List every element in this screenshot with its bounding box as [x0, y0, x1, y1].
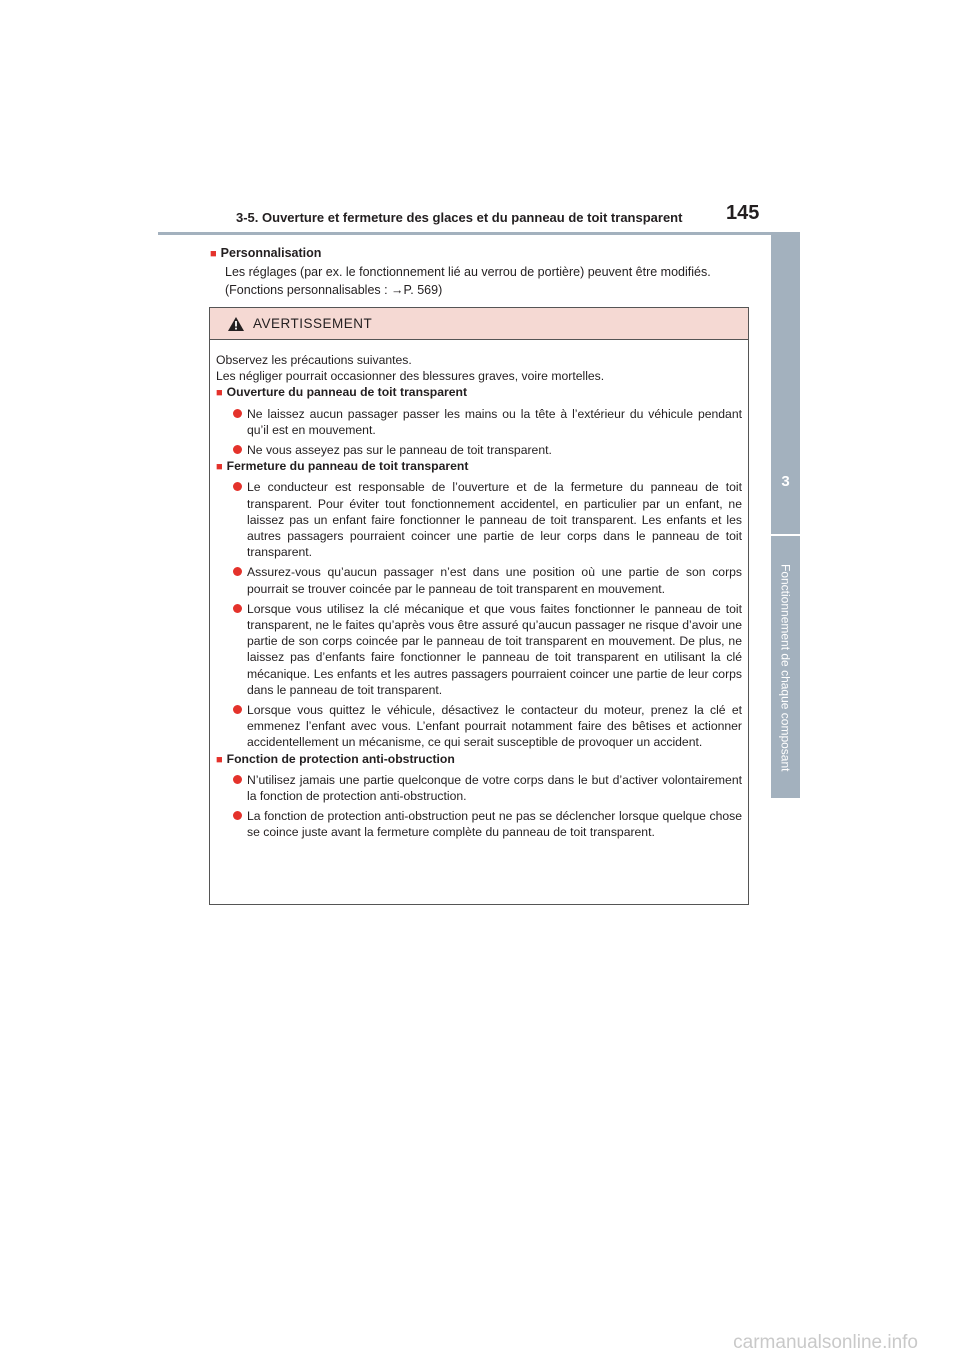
warning-item: Assurez-vous qu’aucun passager n’est dans une position où une partie de son corps pourrait se trouver coincée par le panneau de toit transparent en mouvement. — [216, 564, 742, 596]
warning-intro-1: Observez les précautions suivantes. — [216, 353, 412, 367]
square-bullet-icon: ■ — [216, 461, 223, 474]
chapter-side-tab — [771, 233, 800, 798]
personalization-text-1: Les réglages (par ex. le fonctionnement lié au verrou de portière) peuvent être modifiés. — [225, 265, 711, 279]
bullet-dot-icon — [233, 604, 242, 613]
warning-item: Ne vous asseyez pas sur le panneau de toit transparent. — [216, 442, 742, 458]
bullet-dot-icon — [233, 482, 242, 491]
bullet-dot-icon — [233, 445, 242, 454]
warning-header — [210, 308, 748, 340]
chapter-label-container — [771, 543, 800, 793]
warning-item: Le conducteur est responsable de l’ouverture et de la fermeture du panneau de toit transparent. Pour éviter tout fonctionnement accidentel, en particulier par un enfant, ne laissez pas un enfant faire fonctionner le panneau de toit transparent. Les enfants et les autres passagers pourraient coincer une partie de leur corps dans le panneau de toit transparent. — [216, 479, 742, 560]
bullet-dot-icon — [233, 705, 242, 714]
warning-box — [209, 307, 749, 905]
side-tab-divider — [771, 534, 800, 536]
chapter-number: 3 — [781, 473, 790, 490]
page-header-title: 3-5. Ouverture et fermeture des glaces et du panneau de toit transparent — [236, 210, 683, 225]
warning-body — [210, 340, 748, 841]
warning-item: N’utilisez jamais une partie quelconque de votre corps dans le but d’activer volontairement la fonction de protection anti-obstruction. — [216, 772, 742, 804]
warning-triangle-icon — [227, 316, 245, 332]
chapter-label: Fonctionnement de chaque composant — [778, 564, 793, 772]
section-heading-anti-obstruction: ■ Fonction de protection anti-obstruction — [216, 751, 455, 766]
warning-title: AVERTISSEMENT — [253, 316, 373, 331]
personalization-section — [210, 244, 755, 299]
section-heading-closing: ■ Fermeture du panneau de toit transparent — [216, 459, 469, 474]
bullet-dot-icon — [233, 811, 242, 820]
personalization-text-2: (Fonctions personnalisables : →P. 569) — [225, 283, 443, 297]
personalization-heading: ■ Personnalisation — [210, 246, 322, 260]
page-number: 145 — [726, 202, 760, 224]
bullet-dot-icon — [233, 409, 242, 418]
footer-watermark: carmanualsonline.info — [733, 1332, 918, 1353]
warning-item: Ne laissez aucun passager passer les mains ou la tête à l’extérieur du véhicule pendant qu’il est en mouvement. — [216, 406, 742, 438]
square-bullet-icon: ■ — [216, 753, 223, 766]
warning-item: Lorsque vous quittez le véhicule, désactivez le contacteur du moteur, prenez la clé et emmenez l’enfant avec vous. L’enfant pourrait notamment faire des bêtises et actionner accidentellement un mécanisme, ce qui serait susceptible de provoquer un accident. — [216, 702, 742, 751]
bullet-dot-icon — [233, 567, 242, 576]
warning-intro-2: Les négliger pourrait occasionner des blessures graves, voire mortelles. — [216, 369, 605, 384]
section-heading-opening: ■ Ouverture du panneau de toit transparent — [216, 385, 468, 400]
square-bullet-icon: ■ — [210, 248, 217, 260]
warning-item: Lorsque vous utilisez la clé mécanique et que vous faites fonctionner le panneau de toit transparent, ne le faites qu’après vous être assuré qu’aucun passager ne risque d’avoir une partie de son corps coincée par le panneau de toit transparent en mouvement. De plus, ne laissez pas d’enfants faire fonctionner le panneau de toit transparent en utilisant la clé mécanique. Les enfants et les autres passagers pourraient coincer une partie de leur corps dans le panneau de toit transparent. — [216, 601, 742, 698]
header-rule — [158, 232, 800, 235]
warning-item: La fonction de protection anti-obstruction peut ne pas se déclencher lorsque quelque chose se coince juste avant la fermeture complète du panneau de toit transparent. — [216, 808, 742, 840]
bullet-dot-icon — [233, 775, 242, 784]
square-bullet-icon: ■ — [216, 387, 223, 400]
